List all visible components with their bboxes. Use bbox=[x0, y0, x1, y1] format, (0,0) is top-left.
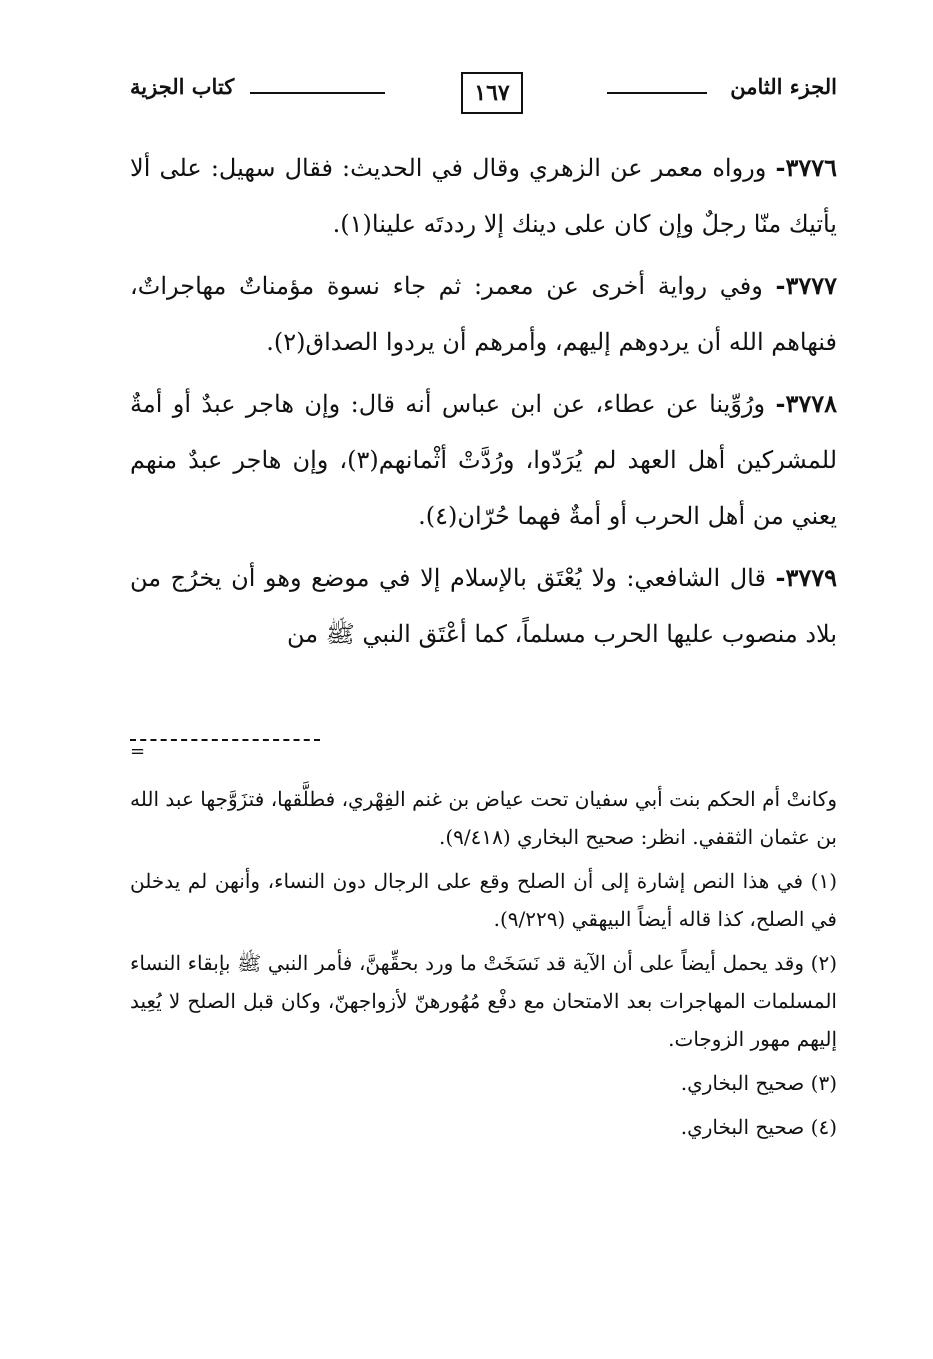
header-rule-right bbox=[607, 92, 707, 94]
footnote-1: (١) في هذا النص إشارة إلى أن الصلح وقع على الرجال دون النساء، وأنهن لم يدخلن في الصلح، كذا قاله أيضاً البيهقي (٩/٢٢٩). bbox=[130, 869, 837, 931]
footnote-4: (٤) صحيح البخاري. bbox=[680, 1115, 837, 1139]
paragraph-3776 bbox=[130, 140, 837, 252]
continuation-mark: = bbox=[130, 741, 146, 762]
footnote-2: (٢) وقد يحمل أيضاً على أن الآية قد نَسَخَتْ ما ورد بحقِّهنَّ، فأمر النبي ﷺ بإبقاء النساء المسلمات المهاجرات بعد الامتحان مع دفْع مُهُورهنّ لأزواجهنّ، وكان قبل الصلح لا يُعِيد إليهم مهور الزوجات. bbox=[130, 951, 837, 1051]
paragraph-3777 bbox=[130, 258, 837, 370]
main-text bbox=[130, 140, 837, 668]
page-number: ١٦٧ bbox=[461, 72, 523, 114]
header-rule-left bbox=[250, 92, 385, 94]
separator-line bbox=[130, 739, 320, 741]
paragraph-number: ٣٧٧٨- bbox=[775, 389, 837, 418]
paragraph-3778 bbox=[130, 376, 837, 544]
paragraph-3779 bbox=[130, 550, 837, 662]
paragraph-text: قال الشافعي: ولا يُعْتَق بالإسلام إلا في موضع وهو أن يخرُج من بلاد منصوب عليها الحرب مسلماً، كما أعْتَق النبي ﷺ من bbox=[130, 564, 837, 648]
paragraph-number: ٣٧٧٧- bbox=[775, 271, 837, 300]
paragraph-number: ٣٧٧٦- bbox=[775, 153, 837, 182]
footnote-continuation: وكانتْ أم الحكم بنت أبي سفيان تحت عياض بن غنم الفِهْري، فطلَّقها، فتزَوَّجها عبد الله بن عثمان الثقفي. انظر: صحيح البخاري (٩/٤١٨). bbox=[130, 787, 837, 849]
footnote-separator bbox=[130, 739, 320, 762]
book-title: كتاب الجزية bbox=[130, 74, 235, 99]
running-header bbox=[130, 62, 837, 120]
paragraph-number: ٣٧٧٩- bbox=[775, 563, 837, 592]
paragraph-text: ورواه معمر عن الزهري وقال في الحديث: فقال سهيل: على ألا يأتيك منّا رجلٌ وإن كان على دينك إلا رددتَه علينا(١). bbox=[130, 154, 837, 238]
paragraph-text: وفي رواية أخرى عن معمر: ثم جاء نسوة مؤمناتٌ مهاجراتٌ، فنهاهم الله أن يردوهم إليهم، وأمرهم أن يردوا الصداق(٢). bbox=[130, 272, 837, 356]
footnote-3: (٣) صحيح البخاري. bbox=[680, 1071, 837, 1095]
paragraph-text: ورُوِّينا عن عطاء، عن ابن عباس أنه قال: وإن هاجر عبدٌ أو أمةٌ للمشركين أهل العهد لم يُرَدّوا، ورُدَّتْ أثْمانهم(٣)، وإن هاجر عبدٌ منهم يعني من أهل الحرب أو أمةٌ فهما حُرّان(٤). bbox=[130, 390, 837, 530]
footnotes bbox=[130, 780, 837, 1152]
volume-title: الجزء الثامن bbox=[730, 74, 837, 99]
